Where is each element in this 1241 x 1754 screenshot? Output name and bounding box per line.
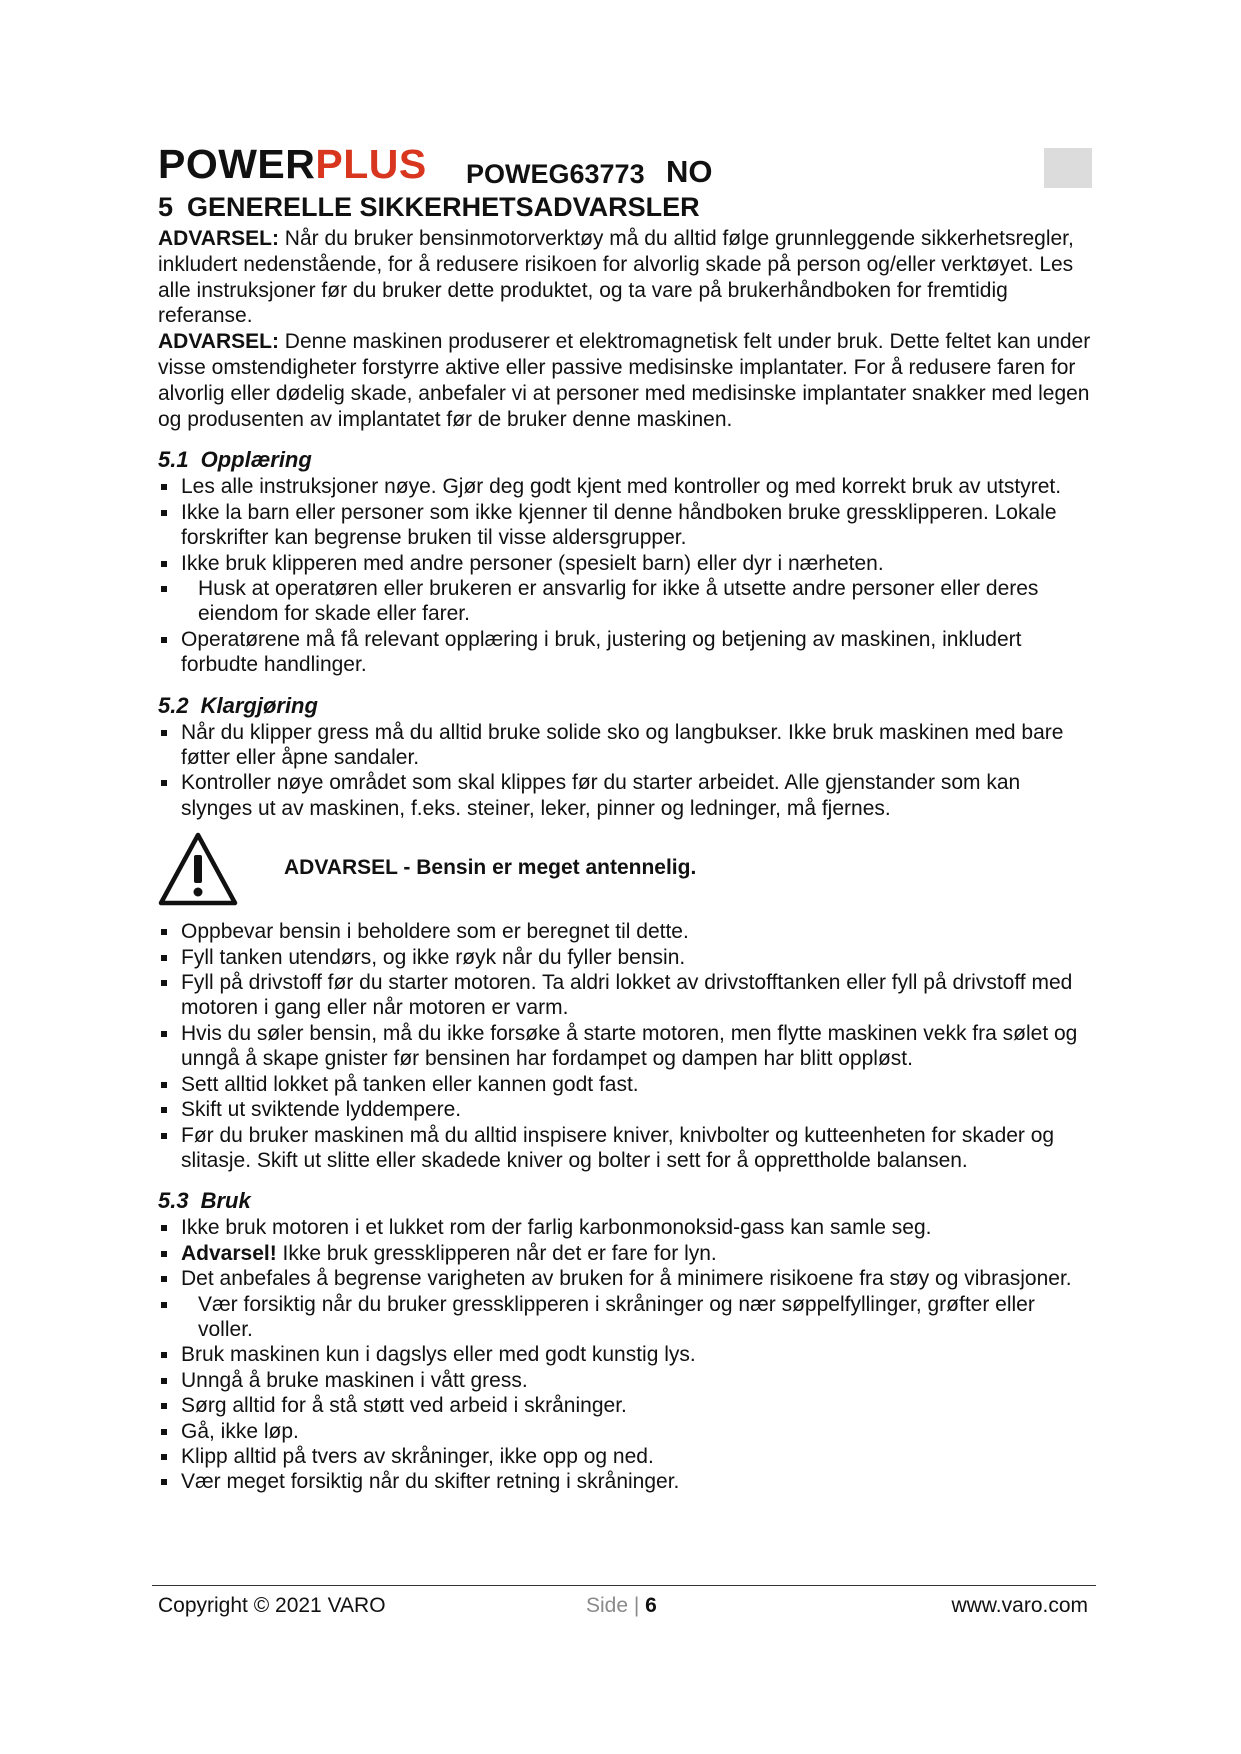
website-link[interactable]: www.varo.com	[951, 1594, 1088, 1617]
list-item: Les alle instruksjoner nøye. Gjør deg godt kjent med kontroller og med korrekt bruk av utstyret.	[158, 474, 1093, 499]
copyright-text: Copyright © 2021 VARO	[158, 1594, 386, 1617]
list-item: Kontroller nøye området som skal klippes før du starter arbeidet. Alle gjenstander som kan slynges ut av maskinen, f.eks. steiner, leker, pinner og ledninger, må fjernes.	[158, 770, 1093, 821]
list-item: Operatørene må få relevant opplæring i bruk, justering og betjening av maskinen, inkludert forbudte handlinger.	[158, 627, 1093, 678]
powerplus-logo: POWERPLUS	[158, 141, 427, 187]
list-item: Sett alltid lokket på tanken eller kannen godt fast.	[158, 1072, 1093, 1097]
fuel-warning	[158, 831, 1093, 919]
list-item: Fyll tanken utendørs, og ikke røyk når du fyller bensin.	[158, 945, 1093, 970]
list-item: Unngå å bruke maskinen i vått gress.	[158, 1368, 1093, 1393]
list-item: Vær forsiktig når du bruker gressklipperen i skråninger og nær søppelfyllinger, grøfter eller voller.	[158, 1292, 1093, 1343]
grey-marker-box	[1044, 148, 1092, 188]
list-item: Hvis du søler bensin, må du ikke forsøke å starte motoren, men flytte maskinen vekk fra sølet og unngå å skape gnister før bensinen har fordampet og dampen har blitt oppløst.	[158, 1021, 1093, 1072]
training-list	[158, 474, 1093, 677]
intro-warning-1: ADVARSEL: Når du bruker bensinmotorverktøy må du alltid følge grunnleggende sikkerhetsregler, inkludert nedenstående, for å redusere risikoen for alvorlig skade på person og/eller verktøyet. Les alle instruksjoner før du bruker dette produktet, og ta vare på brukerhåndboken for fremtidig referanse.	[158, 227, 1074, 328]
intro-warning-2: ADVARSEL: Denne maskinen produserer et elektromagnetisk felt under bruk. Dette feltet kan under visse omstendigheter forstyrre aktive eller passive medisinske implantater. For å redusere faren for alvorlig eller dødelig skade, anbefaler vi at personer med medisinske implantater snakker med legen og produsenten av implantatet før de bruker denne maskinen.	[158, 330, 1091, 431]
list-item: Fyll på drivstoff før du starter motoren. Ta aldri lokket av drivstofftanken eller fyll på drivstoff med motoren i gang eller når motoren er varm.	[158, 970, 1093, 1021]
model-number: POWEG63773	[466, 159, 645, 189]
page-number: Side | 6	[586, 1594, 657, 1617]
list-item: Oppbevar bensin i beholdere som er beregnet til dette.	[158, 919, 1093, 944]
subsection-title-use: 5.3 Bruk	[158, 1188, 251, 1214]
list-item: Før du bruker maskinen må du alltid inspisere kniver, knivbolter og kutteenheten for skader og slitasje. Skift ut slitte eller skadede kniver og bolter i sett for å opprettholde balansen.	[158, 1123, 1093, 1174]
warning-triangle-icon	[158, 831, 238, 907]
list-item: Sørg alltid for å stå støtt ved arbeid i skråninger.	[158, 1393, 1093, 1418]
list-item: Advarsel! Ikke bruk gressklipperen når det er fare for lyn.	[158, 1241, 1093, 1266]
page-footer	[152, 1585, 1096, 1626]
fuel-warning-text: ADVARSEL - Bensin er meget antennelig.	[284, 856, 697, 880]
list-item: Ikke la barn eller personer som ikke kjenner til denne håndboken bruke gressklipperen. Lokale forskrifter kan begrense bruken til visse aldersgrupper.	[158, 500, 1093, 551]
list-item: Bruk maskinen kun i dagslys eller med godt kunstig lys.	[158, 1342, 1093, 1367]
subsection-title-training: 5.1 Opplæring	[158, 447, 312, 473]
fuel-list	[158, 919, 1093, 1173]
subsection-title-preparation: 5.2 Klargjøring	[158, 692, 318, 718]
list-item: Husk at operatøren eller brukeren er ansvarlig for ikke å utsette andre personer eller deres eiendom for skade eller farer.	[158, 576, 1093, 627]
list-item: Skift ut sviktende lyddempere.	[158, 1097, 1093, 1122]
section-title: 5 GENERELLE SIKKERHETSADVARSLER	[158, 192, 700, 222]
list-item: Klipp alltid på tvers av skråninger, ikke opp og ned.	[158, 1444, 1093, 1469]
list-item: Vær meget forsiktig når du skifter retning i skråninger.	[158, 1469, 1093, 1494]
list-item: Det anbefales å begrense varigheten av bruken for å minimere risikoene fra støy og vibrasjoner.	[158, 1266, 1093, 1291]
list-item: Gå, ikke løp.	[158, 1419, 1093, 1444]
page-header	[158, 142, 1093, 190]
list-item: Når du klipper gress må du alltid bruke solide sko og langbukser. Ikke bruk maskinen med bare føtter eller åpne sandaler.	[158, 720, 1093, 771]
language-code: NO	[666, 154, 713, 189]
preparation-list	[158, 720, 1093, 822]
use-list	[158, 1215, 1093, 1494]
list-item: Ikke bruk motoren i et lukket rom der farlig karbonmonoksid-gass kan samle seg.	[158, 1215, 1093, 1240]
manual-page	[158, 142, 1093, 1495]
list-item: Ikke bruk klipperen med andre personer (spesielt barn) eller dyr i nærheten.	[158, 551, 1093, 576]
